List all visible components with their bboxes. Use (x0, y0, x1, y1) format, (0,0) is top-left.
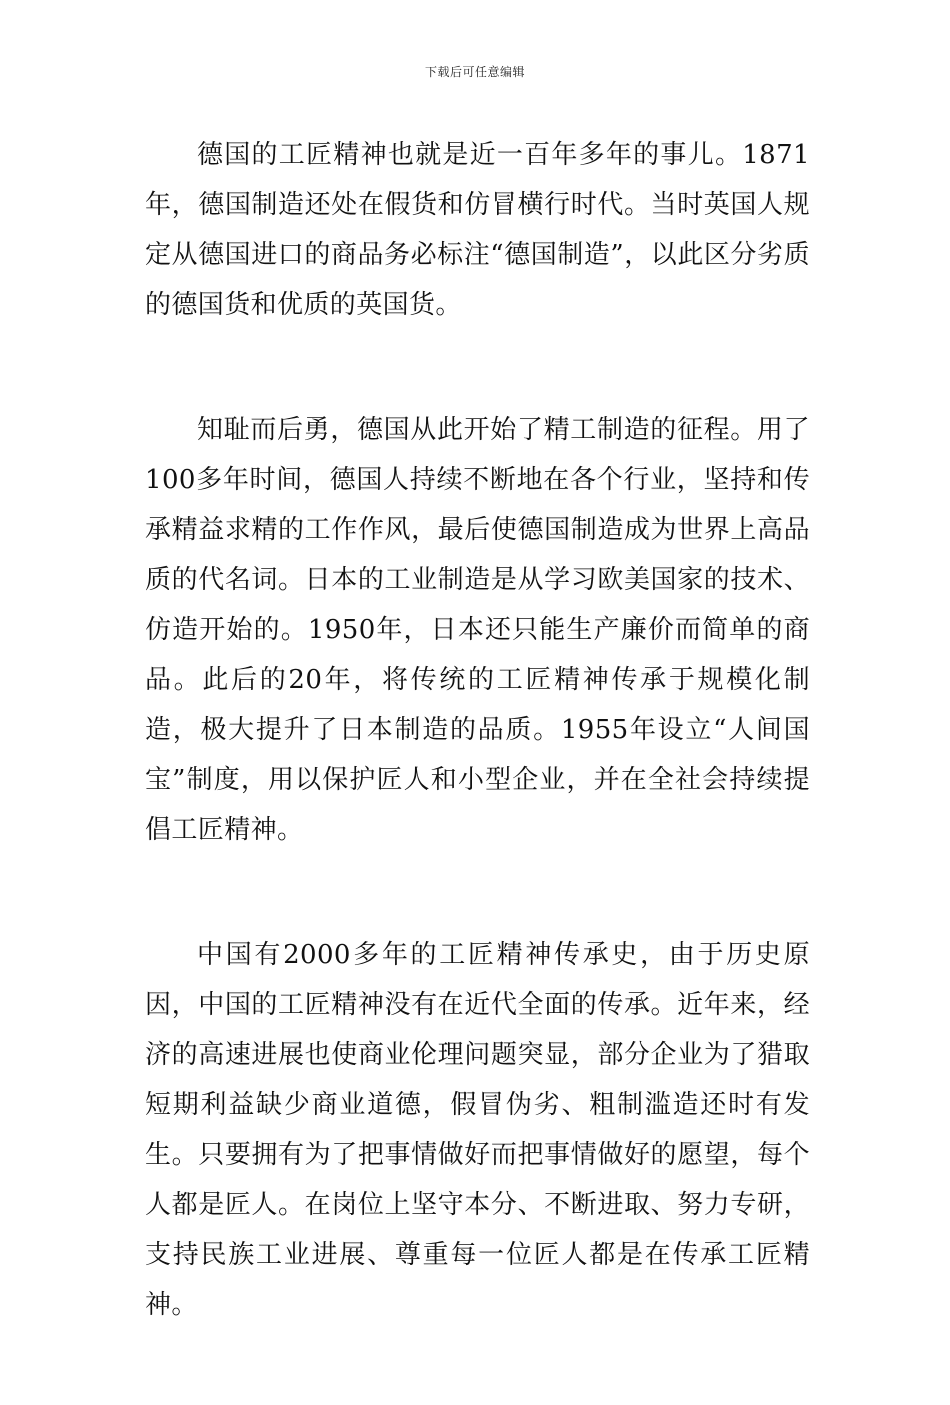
page-header-note: 下载后可任意编辑 (424, 65, 525, 79)
paragraph-3: 中国有2000多年的工匠精神传承史，由于历史原因，中国的工匠精神没有在近代全面的传承。近年来，经济的高速进展也使商业伦理问题突显，部分企业为了猎取短期利益缺少商业道德，假冒伪劣、粗制滥造还时有发生。只要拥有为了把事情做好而把事情做好的愿望，每个人都是匠人。在岗位上坚守本分、不断进取、努力专研，支持民族工业进展、尊重每一位匠人都是在传承工匠精神。 (145, 940, 810, 1320)
paragraph-2: 知耻而后勇，德国从此开始了精工制造的征程。用了100多年时间，德国人持续不断地在各个行业，坚持和传承精益求精的工作作风，最后使德国制造成为世界上高品质的代名词。日本的工业制造是从学习欧美国家的技术、仿造开始的。1950年，日本还只能生产廉价而简单的商品。此后的20年，将传统的工匠精神传承于规模化制造，极大提升了日本制造的品质。1955年设立“人间国宝”制度，用以保护匠人和小型企业，并在全社会持续提倡工匠精神。 (145, 415, 810, 845)
paragraph-1: 德国的工匠精神也就是近一百年多年的事儿。1871年，德国制造还处在假货和仿冒横行时代。当时英国人规定从德国进口的商品务必标注“德国制造”，以此区分劣质的德国货和优质的英国货。 (145, 140, 810, 320)
document-body (145, 130, 810, 1405)
